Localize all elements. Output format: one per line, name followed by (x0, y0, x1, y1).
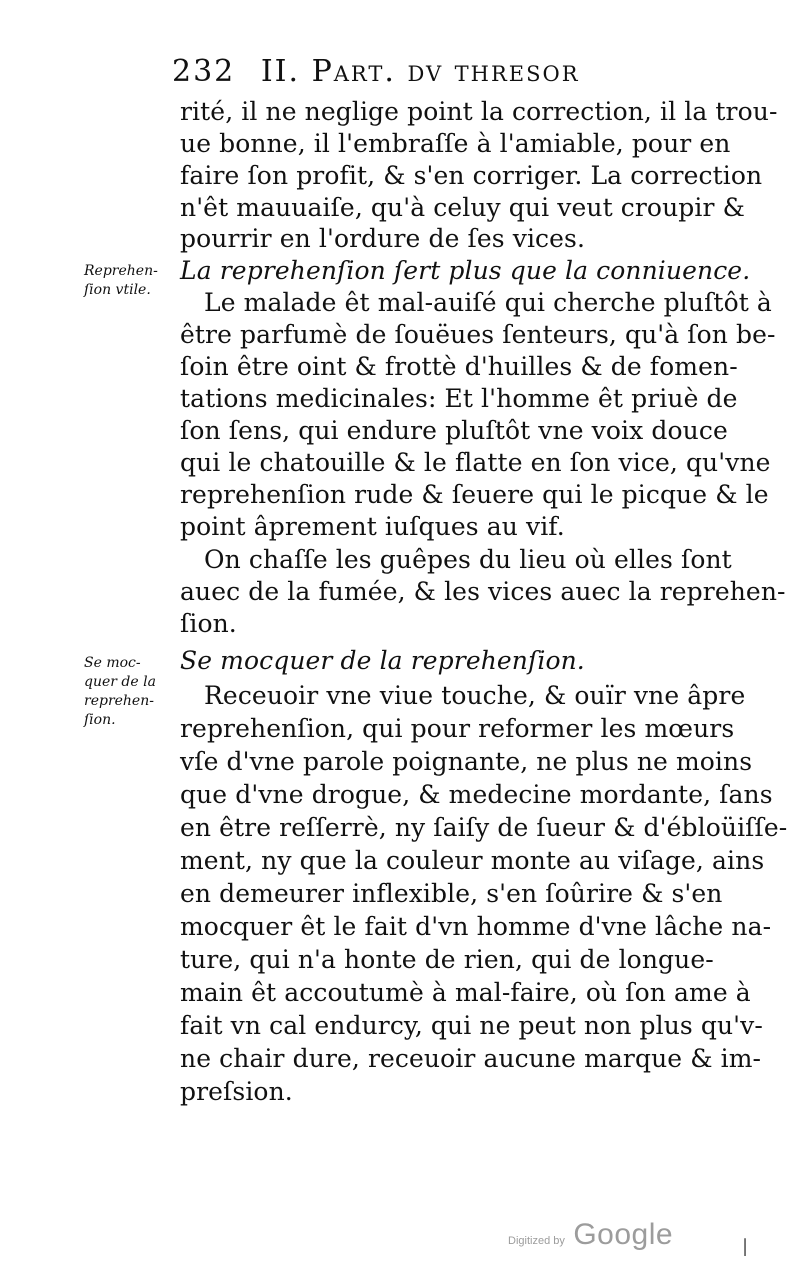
digitized-by-label: Digitized by (508, 1235, 565, 1247)
text-line: rité, il ne neglige point la correction, il la trou- (180, 97, 778, 126)
text-line: n'êt mauuaiſe, qu'à celuy qui veut croupir & (180, 193, 745, 222)
margin-note-line: ſion vtile. (84, 282, 151, 298)
text-line: fait vn cal endurcy, qui ne peut non plus qu'v- (180, 1011, 763, 1040)
header-part: II. Part. (260, 54, 396, 89)
text-line: point âprement iuſques au vif. (180, 512, 565, 541)
text-line: tations medicinales: Et l'homme êt priuè de (180, 384, 738, 413)
text-line: qui le chatouille & le flatte en ſon vice, qu'vne (180, 448, 771, 477)
text-line: reprehenſion, qui pour reformer les mœurs (180, 714, 735, 743)
margin-note-line: Reprehen- (84, 263, 158, 279)
text-line: mocquer êt le fait d'vn homme d'vne lâche na- (180, 912, 772, 941)
text-line: en être reſſerrè, ny ſaiſy de ſueur & d'ébloüiſſe- (180, 813, 788, 842)
text-line: ſon ſens, qui endure pluſtôt vne voix douce (180, 416, 728, 445)
text-line: preſsion. (180, 1077, 293, 1106)
text-line: en demeurer inflexible, s'en ſoûrire & s'en (180, 879, 723, 908)
header-title: dv thresor (407, 54, 580, 89)
margin-note-line: ſion. (84, 712, 116, 728)
text-line: vſe d'vne parole poignante, ne plus ne moins (180, 747, 753, 776)
text-line: faire ſon profit, & s'en corriger. La correction (180, 161, 763, 190)
text-line: ment, ny que la couleur monte au viſage, ains (180, 846, 765, 875)
text-line: que d'vne drogue, & medecine mordante, ſans (180, 780, 773, 809)
section-heading: La reprehenſion ſert plus que la conniuence. (180, 256, 751, 285)
section-heading: Se mocquer de la reprehenſion. (180, 646, 585, 675)
margin-note (84, 654, 156, 730)
text-line: ſoin être oint & frottè d'huilles & de fomen- (180, 352, 738, 381)
text-line: ture, qui n'a honte de rien, qui de longue- (180, 945, 714, 974)
margin-note-line: reprehen- (84, 693, 154, 709)
text-line: reprehenſion rude & ſeuere qui le picque & le (180, 480, 769, 509)
text-line: auec de la fumée, & les vices auec la reprehen- (180, 577, 786, 606)
margin-note-line: quer de la (84, 674, 156, 690)
digitized-by-google-watermark (508, 1218, 673, 1252)
text-line: On chaſſe les guêpes du lieu où elles ſont (204, 545, 732, 574)
google-logo: Google (573, 1218, 674, 1251)
text-line: Receuoir vne viue touche, & ouïr vne âpre (204, 681, 746, 710)
text-line: être parfumè de ſouëues ſenteurs, qu'à ſon be- (180, 320, 776, 349)
page-number: 232 (172, 54, 236, 89)
running-header (172, 50, 652, 94)
text-line: ue bonne, il l'embraſſe à l'amiable, pour en (180, 129, 731, 158)
margin-note (84, 262, 158, 300)
text-line: Le malade êt mal-auiſé qui cherche pluſtôt à (204, 288, 772, 317)
text-line: main êt accoutumè à mal-faire, où ſon ame à (180, 978, 751, 1007)
text-line: ſion. (180, 609, 237, 638)
stray-mark: | (742, 1236, 749, 1257)
text-line: ne chair dure, receuoir aucune marque & im- (180, 1044, 762, 1073)
text-line: pourrir en l'ordure de ſes vices. (180, 224, 586, 253)
margin-note-line: Se moc- (84, 655, 141, 671)
